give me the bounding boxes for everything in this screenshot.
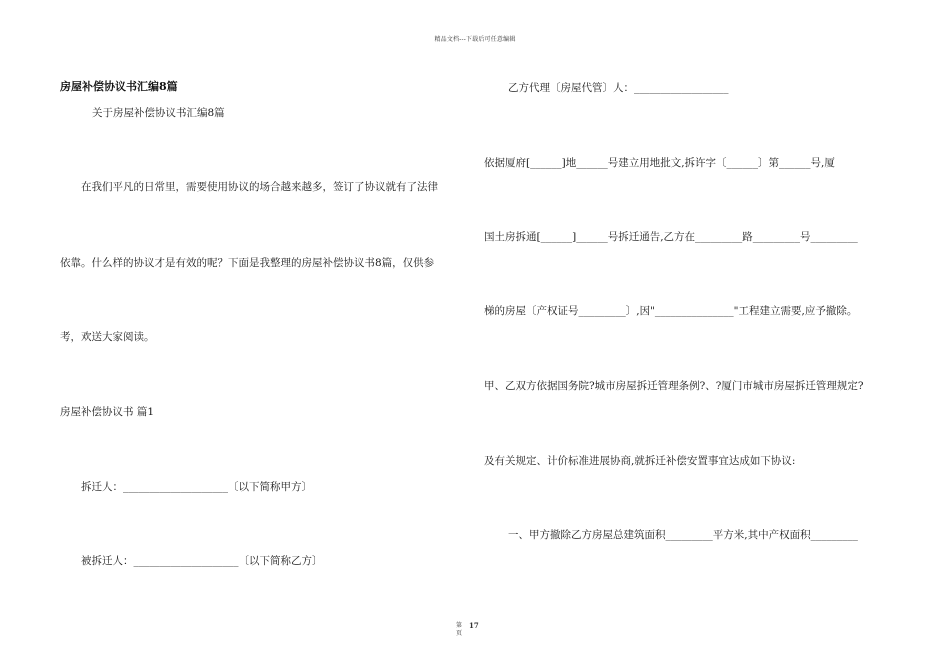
- page-label-bottom: 页: [456, 630, 463, 637]
- party-b-line: 被拆迁人：____________________〔以下简称乙方〕: [81, 555, 323, 567]
- agent-line: 乙方代理〔房屋代管〕人：__________________: [508, 82, 729, 94]
- document-title: 房屋补偿协议书汇编8篇: [60, 80, 178, 93]
- page-label-top: 第: [456, 622, 463, 629]
- document-subtitle: 关于房屋补偿协议书汇编8篇: [92, 107, 225, 119]
- page-header: 精品文档---下载后可任意编辑: [434, 36, 516, 43]
- intro-paragraph-line: 在我们平凡的日常里，需要使用协议的场合越来越多，签订了协议就有了法律: [81, 181, 438, 193]
- section-title: 房屋补偿协议书 篇1: [60, 406, 155, 418]
- body-paragraph-line: 一、甲方撤除乙方房屋总建筑面积_________平方米,其中产权面积_________: [508, 529, 858, 541]
- body-paragraph-line: 依据厦府[______]地______号建立用地批文,拆许字〔______〕第______号,厦: [484, 157, 835, 169]
- page-number: 17: [469, 621, 479, 630]
- body-paragraph-line: 国土房拆通[______]______号拆迁通告,乙方在_________路_________号_________: [484, 231, 858, 243]
- party-a-line: 拆迁人：____________________〔以下简称甲方〕: [81, 481, 312, 493]
- page-footer: [456, 621, 479, 638]
- intro-paragraph-line: 考，欢送大家阅读。: [60, 331, 155, 343]
- body-paragraph-line: 梯的房屋〔产权证号_________〕,因"_______________"工程建立需要,应予撤除。: [484, 305, 858, 317]
- intro-paragraph-line: 依靠。什么样的协议才是有效的呢？下面是我整理的房屋补偿协议书8篇，仅供参: [60, 257, 435, 269]
- body-paragraph-line: 甲、乙双方依据国务院?城市房屋拆迁管理条例?、?厦门市城市房屋拆迁管理规定?: [484, 380, 864, 392]
- body-paragraph-line: 及有关规定、计价标准进展协商,就拆迁补偿安置事宜达成如下协议:: [484, 455, 796, 467]
